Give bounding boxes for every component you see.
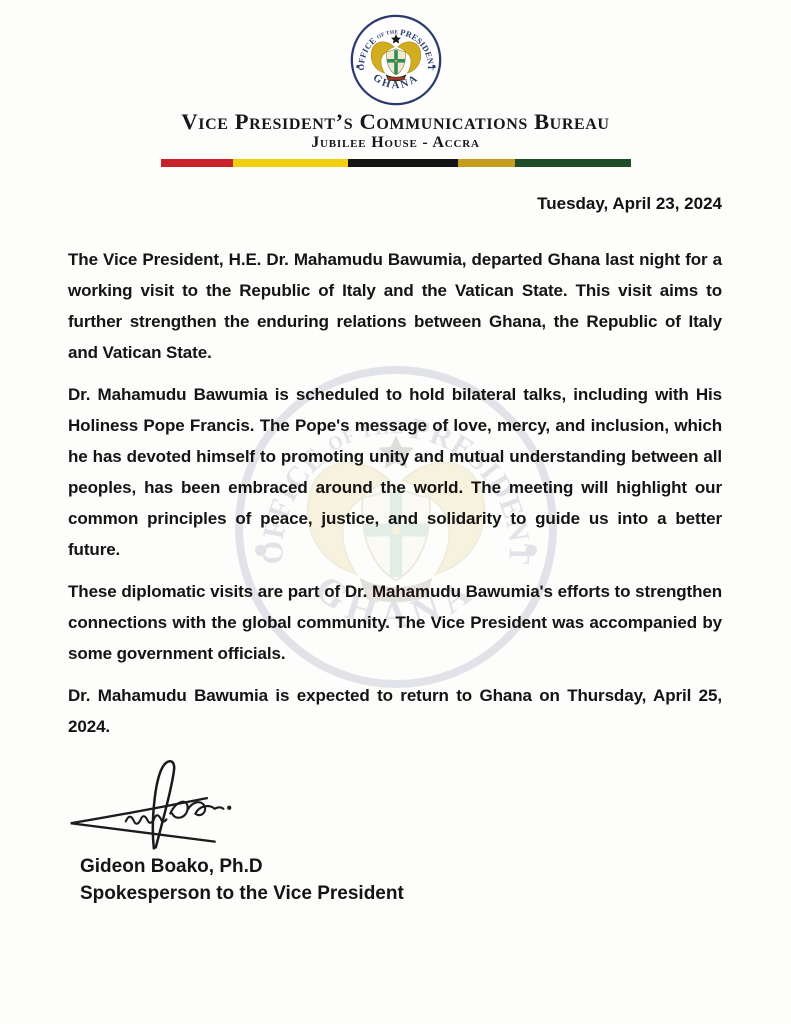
flag-segment-black	[348, 159, 458, 167]
signoff-name: Gideon Boako, Ph.D	[80, 856, 263, 877]
flag-segment-red	[161, 159, 233, 167]
flag-bar	[161, 159, 631, 167]
flag-segment-gold	[458, 159, 515, 167]
org-title: Vice President’s Communications Bureau	[181, 109, 610, 134]
paragraph: The Vice President, H.E. Dr. Mahamudu Bawumia, departed Ghana last night for a working visit to the Republic of Italy and the Vatican State. This visit aims to further strengthen the enduring relations between Ghana, the Republic of Italy and Vatican State.	[68, 250, 722, 362]
date-line: Tuesday, April 23, 2024	[537, 194, 722, 213]
org-address: Jubilee House - Accra	[311, 134, 480, 151]
paragraph: Dr. Mahamudu Bawumia is expected to return to Ghana on Thursday, April 25, 2024.	[68, 686, 722, 736]
presidential-seal-icon	[349, 13, 443, 107]
signoff-title: Spokesperson to the Vice President	[80, 883, 404, 904]
signature-handwriting-icon	[62, 753, 294, 851]
signoff-block	[80, 853, 791, 907]
paragraph: These diplomatic visits are part of Dr. Mahamudu Bawumia's efforts to strengthen connections with the global community. The Vice President was accompanied by some government officials.	[68, 582, 722, 663]
body-paragraphs	[68, 244, 722, 742]
flag-segment-green	[515, 159, 631, 167]
paragraph: Dr. Mahamudu Bawumia is scheduled to hold bilateral talks, including with His Holiness Pope Francis. The Pope's message of love, mercy, and inclusion, which he has devoted himself to promoting unity and mutual understanding between all peoples, has been embraced around the world. The meeting will highlight our common principles of peace, justice, and solidarity to guide us into a better future.	[68, 385, 722, 559]
flag-segment-yellow	[233, 159, 348, 167]
